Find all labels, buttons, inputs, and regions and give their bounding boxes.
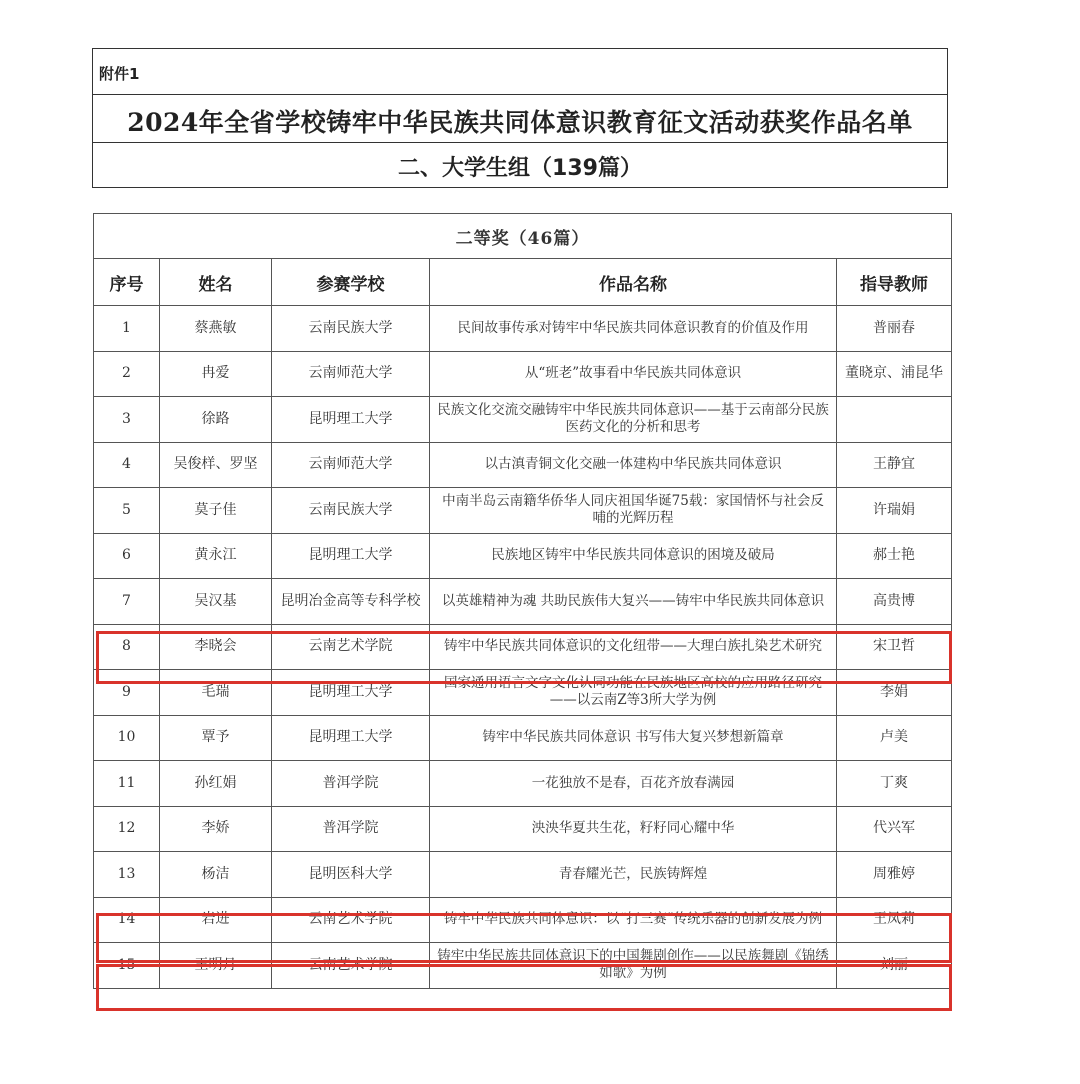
- cell-teacher: 高贵博: [837, 579, 952, 625]
- cell-name: 黄永江: [160, 533, 272, 579]
- cell-teacher: 董晓京、浦昆华: [837, 351, 952, 397]
- col-header-school: 参赛学校: [272, 259, 430, 306]
- cell-work: 国家通用语言文字文化认同功能在民族地区高校的应用路径研究——以云南Z等3所大学为例: [430, 670, 837, 716]
- cell-no: 8: [94, 624, 160, 670]
- document-title: 2024年全省学校铸牢中华民族共同体意识教育征文活动获奖作品名单: [127, 108, 913, 137]
- cell-teacher: 周雅婷: [837, 852, 952, 898]
- cell-no: 9: [94, 670, 160, 716]
- cell-teacher: 王静宜: [837, 442, 952, 488]
- cell-teacher: 丁爽: [837, 761, 952, 807]
- document-header: [92, 48, 948, 188]
- cell-work: 铸牢中华民族共同体意识 书写伟大复兴梦想新篇章: [430, 715, 837, 761]
- prize-heading: 二等奖（46篇）: [94, 214, 952, 259]
- cell-school: 云南师范大学: [272, 351, 430, 397]
- col-header-work: 作品名称: [430, 259, 837, 306]
- cell-school: 云南师范大学: [272, 442, 430, 488]
- cell-no: 3: [94, 397, 160, 443]
- cell-school: 昆明理工大学: [272, 397, 430, 443]
- cell-no: 14: [94, 897, 160, 943]
- cell-work: 以古滇青铜文化交融一体建构中华民族共同体意识: [430, 442, 837, 488]
- cell-school: 云南艺术学院: [272, 624, 430, 670]
- cell-teacher: [837, 397, 952, 443]
- cell-work: 中南半岛云南籍华侨华人同庆祖国华诞75载：家国情怀与社会反哺的光辉历程: [430, 488, 837, 534]
- cell-school: 普洱学院: [272, 761, 430, 807]
- cell-no: 6: [94, 533, 160, 579]
- cell-name: 莫子佳: [160, 488, 272, 534]
- cell-work: 民族地区铸牢中华民族共同体意识的困境及破局: [430, 533, 837, 579]
- cell-no: 11: [94, 761, 160, 807]
- cell-name: 吴俊样、罗坚: [160, 442, 272, 488]
- cell-work: 铸牢中华民族共同体意识的文化纽带——大理白族扎染艺术研究: [430, 624, 837, 670]
- cell-teacher: 郝士艳: [837, 533, 952, 579]
- cell-teacher: 李娟: [837, 670, 952, 716]
- cell-work: 青春耀光芒，民族铸辉煌: [430, 852, 837, 898]
- cell-no: 15: [94, 943, 160, 989]
- cell-work: 从“班老”故事看中华民族共同体意识: [430, 351, 837, 397]
- table-row: [94, 943, 952, 989]
- cell-teacher: 王凤莉: [837, 897, 952, 943]
- cell-name: 蔡燕敏: [160, 306, 272, 352]
- cell-name: 徐路: [160, 397, 272, 443]
- cell-name: 杨洁: [160, 852, 272, 898]
- table-body: [94, 306, 952, 989]
- annex-row: [93, 49, 947, 95]
- cell-work: 一花独放不是春，百花齐放春满园: [430, 761, 837, 807]
- cell-teacher: 宋卫哲: [837, 624, 952, 670]
- table-row: [94, 397, 952, 443]
- cell-teacher: 许瑞娟: [837, 488, 952, 534]
- annex-label: 附件1: [99, 65, 140, 83]
- cell-name: 覃予: [160, 715, 272, 761]
- cell-no: 7: [94, 579, 160, 625]
- col-header-no: 序号: [94, 259, 160, 306]
- table-row: [94, 533, 952, 579]
- cell-teacher: 卢美: [837, 715, 952, 761]
- table-row: [94, 488, 952, 534]
- cell-teacher: 代兴军: [837, 806, 952, 852]
- group-title: 二、大学生组（139篇）: [398, 156, 642, 181]
- cell-school: 昆明理工大学: [272, 533, 430, 579]
- group-row: [93, 143, 947, 187]
- table-row: [94, 306, 952, 352]
- table-row: [94, 897, 952, 943]
- cell-school: 昆明医科大学: [272, 852, 430, 898]
- cell-school: 昆明理工大学: [272, 715, 430, 761]
- cell-school: 云南民族大学: [272, 488, 430, 534]
- cell-name: 岩进: [160, 897, 272, 943]
- cell-school: 云南民族大学: [272, 306, 430, 352]
- cell-no: 4: [94, 442, 160, 488]
- cell-no: 13: [94, 852, 160, 898]
- cell-work: 铸牢中华民族共同体意识下的中国舞剧创作——以民族舞剧《锦绣如歌》为例: [430, 943, 837, 989]
- cell-school: 云南艺术学院: [272, 943, 430, 989]
- cell-name: 孙红娟: [160, 761, 272, 807]
- cell-no: 12: [94, 806, 160, 852]
- award-table: [93, 213, 952, 989]
- cell-no: 2: [94, 351, 160, 397]
- table-row: [94, 442, 952, 488]
- cell-work: 以英雄精神为魂 共助民族伟大复兴——铸牢中华民族共同体意识: [430, 579, 837, 625]
- table-row: [94, 624, 952, 670]
- cell-name: 毛瑞: [160, 670, 272, 716]
- cell-work: 泱泱华夏共生花，籽籽同心耀中华: [430, 806, 837, 852]
- table-row: [94, 852, 952, 898]
- cell-name: 吴汉基: [160, 579, 272, 625]
- cell-school: 云南艺术学院: [272, 897, 430, 943]
- cell-work: 铸牢中华民族共同体意识：以“打三赛”传统乐器的创新发展为例: [430, 897, 837, 943]
- cell-work: 民族文化交流交融铸牢中华民族共同体意识——基于云南部分民族医药文化的分析和思考: [430, 397, 837, 443]
- cell-name: 王明月: [160, 943, 272, 989]
- cell-no: 5: [94, 488, 160, 534]
- cell-no: 1: [94, 306, 160, 352]
- cell-name: 李娇: [160, 806, 272, 852]
- cell-work: 民间故事传承对铸牢中华民族共同体意识教育的价值及作用: [430, 306, 837, 352]
- cell-teacher: 刘丽: [837, 943, 952, 989]
- table-row: [94, 579, 952, 625]
- table-row: [94, 715, 952, 761]
- title-row: [93, 95, 947, 143]
- col-header-teacher: 指导教师: [837, 259, 952, 306]
- cell-name: 李晓会: [160, 624, 272, 670]
- cell-name: 冉爱: [160, 351, 272, 397]
- col-header-name: 姓名: [160, 259, 272, 306]
- cell-school: 普洱学院: [272, 806, 430, 852]
- cell-no: 10: [94, 715, 160, 761]
- cell-school: 昆明理工大学: [272, 670, 430, 716]
- table-row: [94, 806, 952, 852]
- cell-teacher: 普丽春: [837, 306, 952, 352]
- cell-school: 昆明冶金高等专科学校: [272, 579, 430, 625]
- table-row: [94, 761, 952, 807]
- table-row: [94, 670, 952, 716]
- table-row: [94, 351, 952, 397]
